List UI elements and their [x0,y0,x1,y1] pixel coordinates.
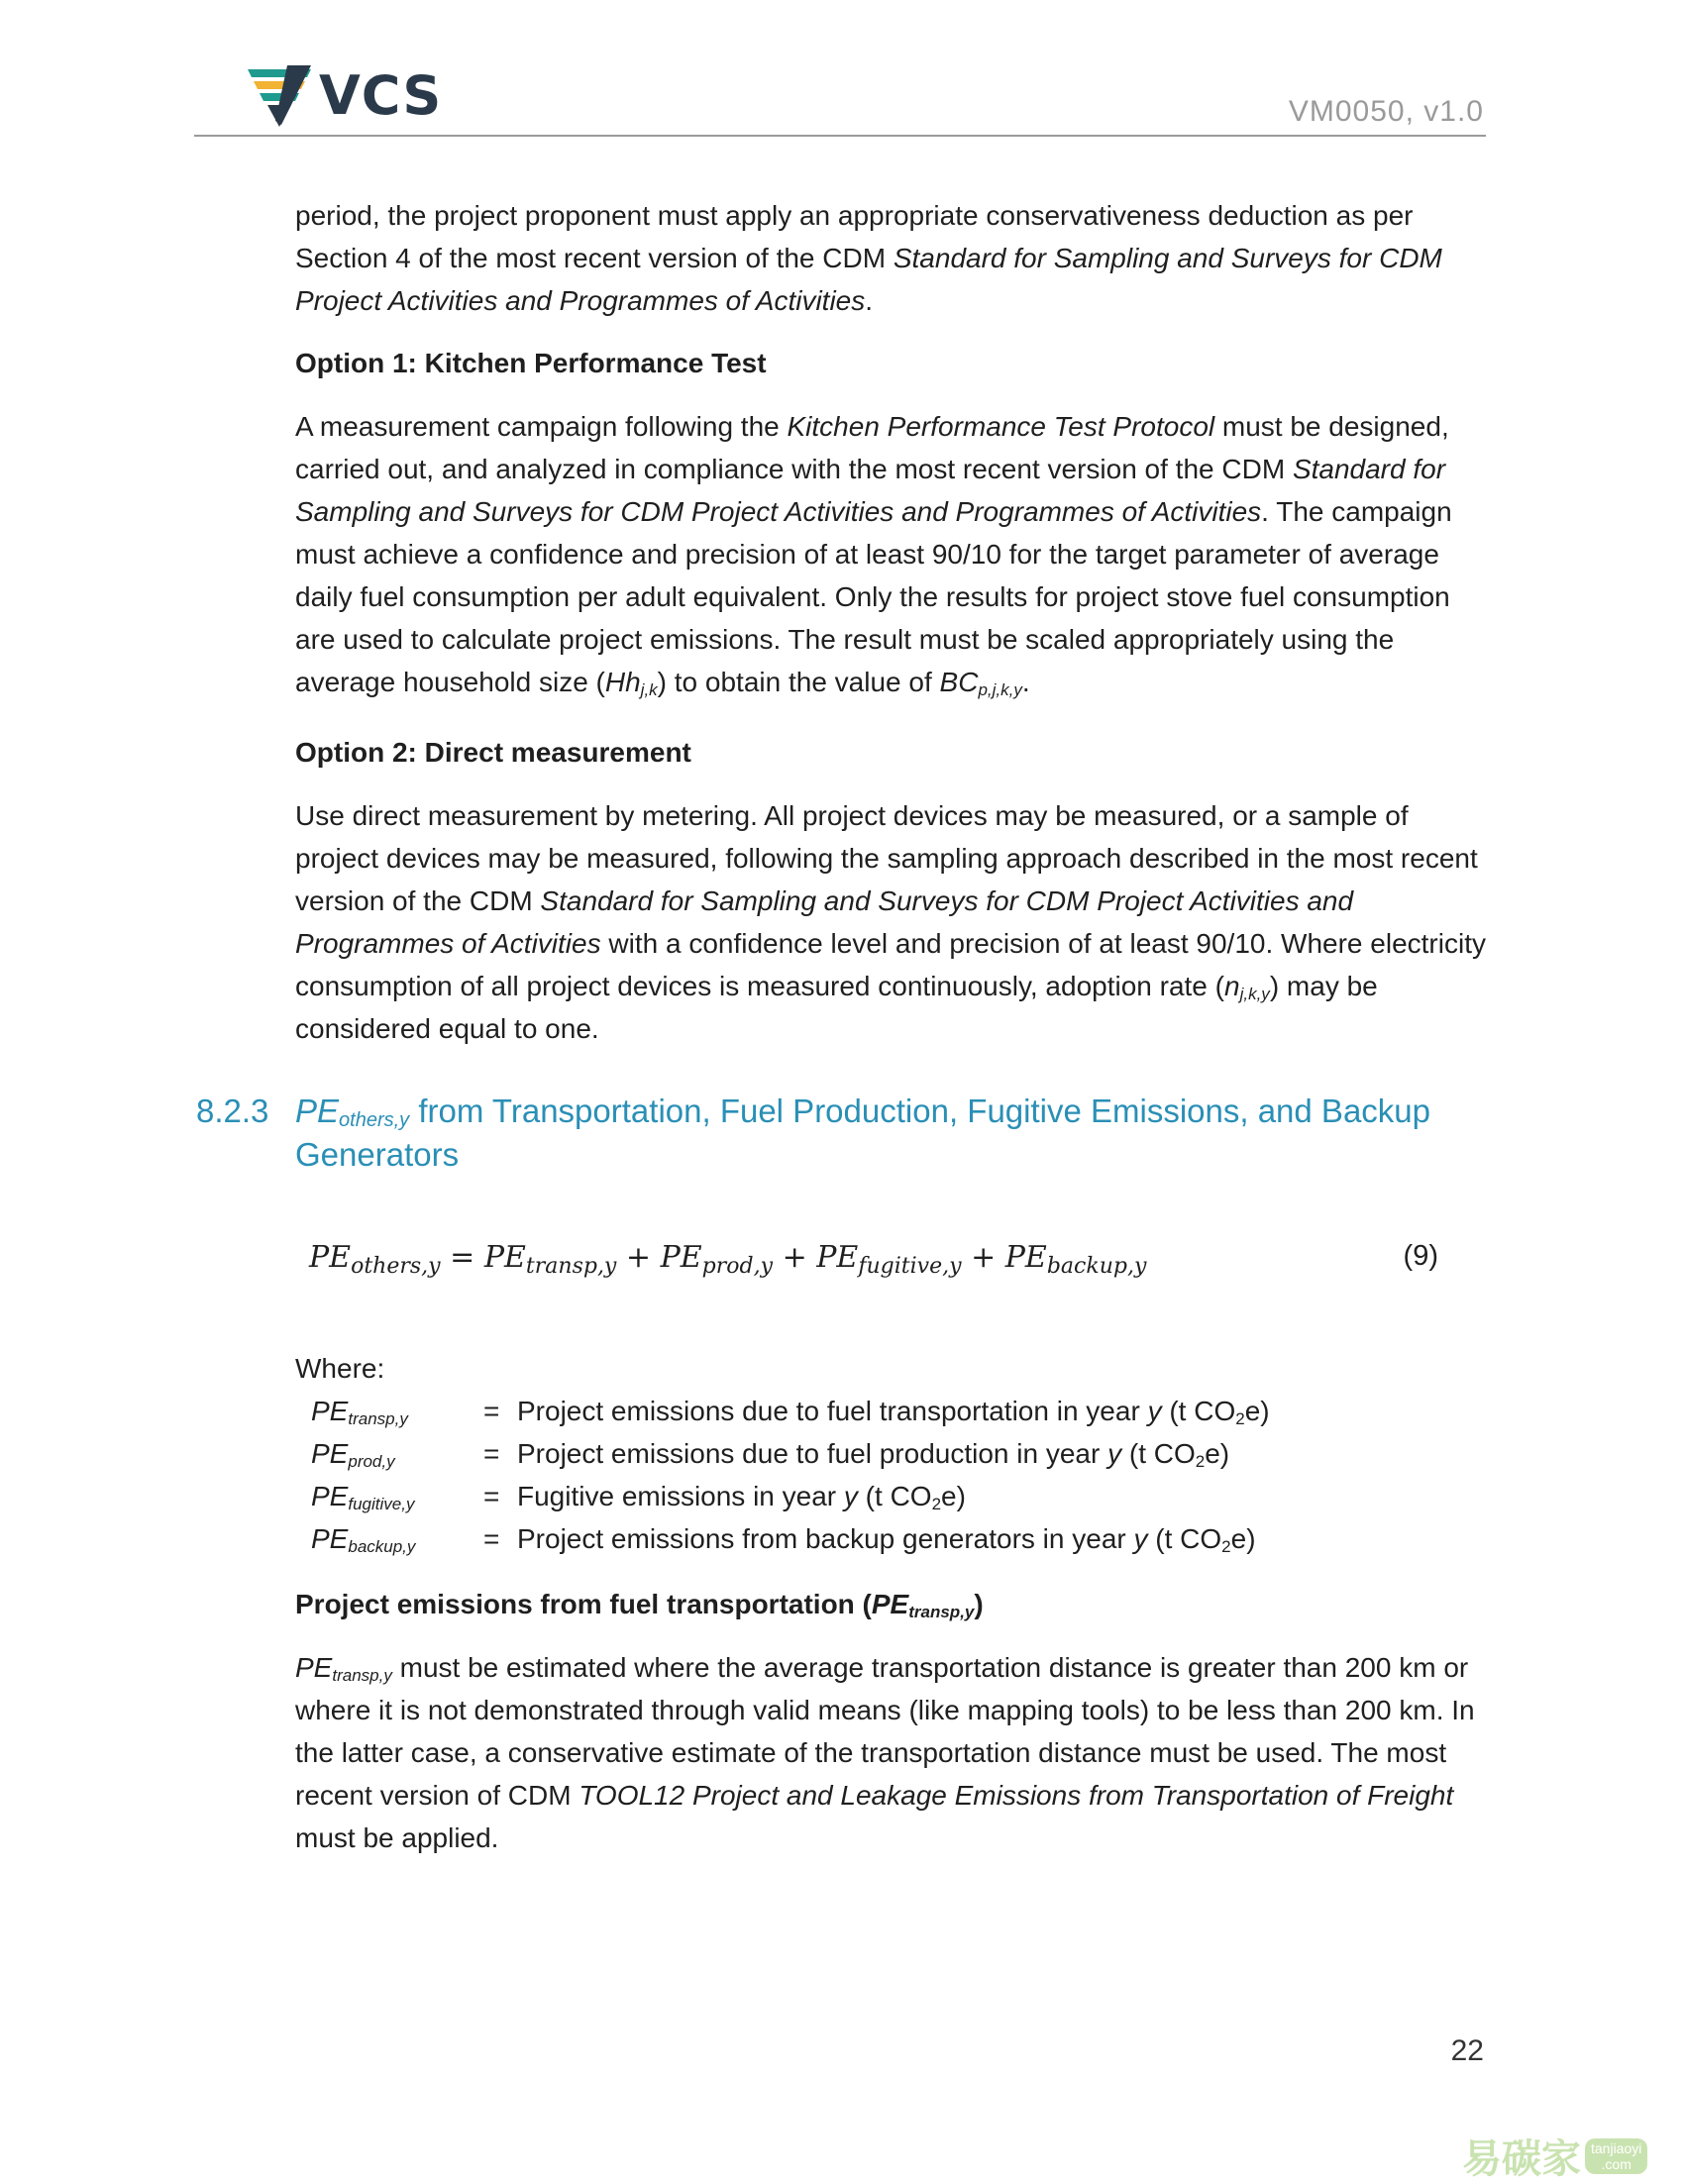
text: must be estimated where the average transportation distance is greater than 200 km or where it is not demonstrated through valid means (like mapping tools) to be less than 200 km. In the latter case, a conservative estimate of the transportation distance must be used. The most recent version of CDM [295,1652,1475,1811]
variable-description: Project emissions from backup generators in year y (t $CO_2e$) [517,1523,1256,1556]
eq-operator: + [616,1240,661,1275]
eq-operator: = [440,1240,484,1275]
variable-symbol: $PE_{transp,y}$ [311,1396,408,1428]
equation-9 [309,1240,1438,1279]
eq-term: PE [660,1240,702,1275]
eq-term: PE [816,1240,859,1275]
variable-symbol: $PE_{prod,y}$ [311,1438,395,1471]
text: . [1021,667,1030,697]
transport-heading: Project emissions from fuel transportation $(PE_{transp,y})$ [295,1589,984,1621]
eq-subscript: others,y [351,1254,441,1279]
equals-sign: = [483,1523,500,1554]
variable-description: Fugitive emissions in year y (t $CO_2e$) [517,1481,966,1513]
variable-definitions [295,1347,1494,1560]
document-id: VM0050, v1.0 [1288,95,1484,128]
logo-text: VCS [319,64,443,127]
eq-term: PE [1004,1240,1047,1275]
text: A measurement campaign following the [295,411,788,442]
body-bottom [295,1585,1494,1889]
section-variable: PE [295,1092,340,1129]
standard-title: Standard for Sampling and Surveys for CDM Project Activities and Programmes of Activities [295,885,1354,959]
variable-row [295,1517,1494,1560]
protocol-title: Kitchen Performance Test Protocol [787,411,1215,442]
text: must be designed, carried out, and analyzed in compliance with the most recent version of the CDM [295,411,1449,484]
variable-pe: PE [295,1652,333,1683]
watermark-text: 易碳家 [1462,2137,1581,2181]
text: period, the project proponent must apply an appropriate conservativeness deduction as per Section 4 of the most recent version of the CDM [295,200,1414,273]
text: . [865,285,874,316]
variable-bc: BC [939,667,979,697]
eq-subscript: backup,y [1046,1254,1147,1279]
tool-title: TOOL12 Project and Leakage Emissions from Transportation of Freight [579,1780,1454,1811]
variable-description: Project emissions due to fuel transportation in year y (t $CO_2e$) [517,1396,1270,1428]
vcs-logo-mark-icon [248,65,311,127]
text: . The campaign must achieve a confidence and precision of at least 90/10 for the target parameter of average daily fuel consumption per adult equivalent. Only the results for project stove fuel consumption are used to calculate project emissions. The result must be scaled appropriately using the average household size ( [295,496,1452,697]
variable-hh: Hh [604,667,641,697]
equals-sign: = [483,1396,500,1426]
text: must be applied. [295,1822,499,1853]
standard-title: Standard for Sampling and Surveys for CDM Project Activities and Programmes of Activities [295,454,1446,527]
variable-n: n [1224,971,1240,1001]
text: ) may be considered equal to one. [295,971,1378,1044]
eq-subscript: prod,y [701,1254,774,1279]
equals-sign: = [483,1438,500,1469]
section-title [295,1090,1434,1177]
paragraph-intro [295,194,1494,322]
equals-sign: = [483,1481,500,1511]
eq-term: PE [309,1240,352,1275]
where-label: Where: [295,1353,385,1384]
variable-subscript: j,k [640,680,658,699]
eq-subscript: transp,y [525,1254,617,1279]
paragraph-transport [295,1646,1494,1859]
variable-symbol: $PE_{fugitive,y}$ [311,1481,415,1513]
header-divider [194,135,1486,137]
section-number: 8.2.3 [196,1092,269,1129]
paragraph-option1 [295,405,1494,703]
text: Use direct measurement by metering. All project devices may be measured, or a sample of project devices may be measured, following the sampling approach described in the most recent version of the CDM [295,800,1478,916]
section-title-text: from Transportation, Fuel Production, Fugitive Emissions, and Backup Generators [295,1092,1431,1173]
eq-subscript: fugitive,y [858,1254,962,1279]
body-top [295,194,1494,1080]
variable-row [295,1390,1494,1432]
equation-number: (9) [1403,1240,1438,1272]
watermark [1462,2128,1647,2184]
vcs-logo [248,65,442,127]
section-variable-subscript: others,y [339,1109,410,1131]
variable-description: Project emissions due to fuel production in year y (t $CO_2e$) [517,1438,1230,1471]
paragraph-option2 [295,794,1494,1050]
variable-subscript: p,j,k,y [978,680,1022,699]
text: ) to obtain the value of [657,667,940,697]
variable-row [295,1432,1494,1475]
option2-heading: Option 2: Direct measurement [295,737,691,768]
variable-subscript: transp,y [332,1666,392,1685]
text: with a confidence level and precision of at least 90/10. Where electricity consumption of all project devices is measured continuously, adoption rate ( [295,928,1486,1001]
eq-operator: + [961,1240,1005,1275]
variable-subscript: j,k,y [1239,985,1270,1003]
variable-row [295,1475,1494,1517]
page-header [0,0,1684,139]
watermark-badge: tanjiaoyi .com [1585,2138,1647,2174]
option1-heading: Option 1: Kitchen Performance Test [295,348,767,378]
eq-operator: + [773,1240,817,1275]
standard-title: Standard for Sampling and Surveys for CDM Project Activities and Programmes of Activities [295,243,1442,316]
page-number: 22 [1450,2034,1484,2067]
eq-term: PE [483,1240,526,1275]
variable-symbol: $PE_{backup,y}$ [311,1523,416,1556]
